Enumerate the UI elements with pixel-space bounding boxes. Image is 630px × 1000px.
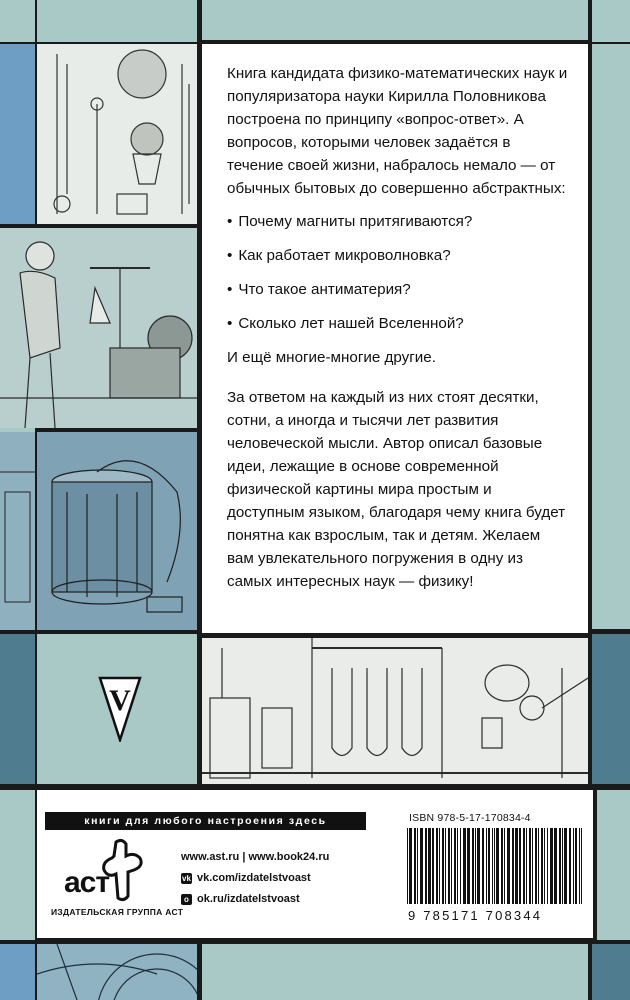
imprint-letter: V xyxy=(109,684,131,717)
barcode-bar xyxy=(512,828,514,904)
barcode-bar xyxy=(445,828,446,904)
barcode-bar xyxy=(448,828,450,904)
barcode-bar xyxy=(579,828,580,904)
barcode-bar xyxy=(564,828,567,904)
summary-paragraph: За ответом на каждый из них стоят десятки, сотни, а иногда и тысячи лет развития человеческой мысли. Автор описал базовые идеи, лежащие в основе современной физической картины мира простым и доступным языком, благодаря чему книга будет понятна как взрослым, так и детям. Желаем вам увлекательного погружения в одну из самых интересных наук — физику! xyxy=(227,389,566,590)
publisher-name: ИЗДАТЕЛЬСКАЯ ГРУППА АСТ xyxy=(51,907,184,917)
barcode-bar xyxy=(432,828,434,904)
website-row xyxy=(181,847,329,868)
barcode-bar xyxy=(477,828,480,904)
ok-icon: о xyxy=(181,894,192,905)
barcode-bar xyxy=(414,828,416,904)
tile-left-blue xyxy=(0,44,35,224)
barcode-bar xyxy=(535,828,537,904)
tile-right-strip xyxy=(592,44,630,629)
question-list xyxy=(227,210,568,335)
barcode-bar xyxy=(554,828,557,904)
barcode-number: 9 785171 708344 xyxy=(408,908,543,923)
question-item: • Сколько лет нашей Вселенной? xyxy=(227,312,568,335)
vk-icon: vk xyxy=(182,874,191,883)
barcode-bar xyxy=(562,828,563,904)
barcode-bar xyxy=(523,828,525,904)
tile-bottom-left-corner xyxy=(0,944,35,1000)
barcode-bar xyxy=(454,828,456,904)
intro-paragraph: Книга кандидата физико-математических наук и популяризатора науки Кирилла Половникова построена по принципу «вопрос-ответ». А вопросов, которыми человек задаётся в течение своей жизни, набралось немало — от обычных бытовых до совершенно абстрактных: xyxy=(227,65,568,197)
tile-top-wide xyxy=(202,0,588,40)
barcode-bar xyxy=(420,828,423,904)
barcode-bar xyxy=(515,828,518,904)
tile-right-dark xyxy=(592,634,630,784)
barcode-bar xyxy=(529,828,531,904)
barcode-bar xyxy=(504,828,505,904)
barcode-bar xyxy=(472,828,474,904)
tile-top-mid xyxy=(37,0,197,42)
question-item: • Почему магниты притягиваются? xyxy=(227,210,568,233)
engraving-left-device xyxy=(0,432,35,630)
engraving-astrolabe-art xyxy=(37,944,197,1000)
engraving-astrolabe xyxy=(37,944,197,1000)
vk-link[interactable]: vk.com/izdatelstvoast xyxy=(197,872,311,884)
imprint-mark xyxy=(98,676,142,742)
isbn-label: ISBN 978-5-17-170834-4 xyxy=(409,812,531,824)
barcode-bar xyxy=(442,828,444,904)
engraving-lab-apparatus-art xyxy=(202,638,588,784)
barcode-bar xyxy=(488,828,490,904)
barcode-bar xyxy=(492,828,493,904)
barcode-bar xyxy=(439,828,440,904)
tile-left-dark xyxy=(0,634,35,784)
barcode-bar xyxy=(532,828,533,904)
engraving-battery xyxy=(37,432,197,630)
barcode-bar xyxy=(460,828,461,904)
tile-bottom-right xyxy=(597,790,630,940)
barcode-bar xyxy=(544,828,545,904)
tile-bottom-right-corner xyxy=(592,944,630,1000)
barcode-bar xyxy=(425,828,427,904)
barcode-bar xyxy=(457,828,458,904)
barcode-bar xyxy=(519,828,521,904)
logo-text: aст xyxy=(64,866,110,899)
ok-row xyxy=(181,889,329,910)
ok-link[interactable]: ok.ru/izdatelstvoast xyxy=(197,893,300,905)
barcode-bar xyxy=(575,828,577,904)
barcode-bar xyxy=(407,828,408,904)
barcode-bar xyxy=(581,828,582,904)
tile-top-left xyxy=(0,0,35,42)
barcode-bar xyxy=(417,828,418,904)
engraving-instruments xyxy=(37,44,197,224)
barcode-bar xyxy=(507,828,510,904)
barcode-bar xyxy=(559,828,561,904)
barcode-bar xyxy=(494,828,495,904)
question-item: • Что такое антиматерия? xyxy=(227,278,568,301)
publisher-logo xyxy=(62,838,152,904)
barcode-bar xyxy=(482,828,484,904)
barcode-bar xyxy=(428,828,431,904)
barcode-bar xyxy=(467,828,470,904)
engraving-battery-art xyxy=(37,432,197,630)
barcode-bar xyxy=(569,828,571,904)
engraving-scientist xyxy=(0,228,197,428)
barcode-bar xyxy=(486,828,487,904)
publisher-links xyxy=(181,847,329,910)
barcode-bar xyxy=(573,828,574,904)
barcode-bar xyxy=(550,828,553,904)
barcode-bar xyxy=(436,828,438,904)
barcode-bar xyxy=(541,828,543,904)
barcode-bar xyxy=(526,828,527,904)
website-links[interactable]: www.ast.ru | www.book24.ru xyxy=(181,851,330,863)
barcode-bar xyxy=(475,828,476,904)
barcode-bar xyxy=(451,828,452,904)
engraving-lab-apparatus xyxy=(202,638,588,784)
engraving-instruments-art xyxy=(37,44,197,224)
barcode-bar xyxy=(463,828,466,904)
others-line: И ещё многие-многие другие. xyxy=(227,349,436,366)
barcode xyxy=(405,828,587,908)
engraving-left-device-art xyxy=(0,432,35,630)
barcode-bar xyxy=(547,828,548,904)
barcode-bar xyxy=(538,828,539,904)
barcode-bar xyxy=(496,828,499,904)
engraving-scientist-art xyxy=(0,228,197,428)
question-item: • Как работает микроволновка? xyxy=(227,244,568,267)
barcode-bar xyxy=(501,828,503,904)
tile-bottom-wide xyxy=(202,944,588,1000)
description-panel xyxy=(202,44,588,633)
vk-row xyxy=(181,868,329,889)
barcode-bar xyxy=(409,828,412,904)
publisher-tagline: книги для любого настроения здесь xyxy=(45,812,366,830)
tile-top-right xyxy=(592,0,630,42)
tile-bottom-left xyxy=(0,790,35,940)
